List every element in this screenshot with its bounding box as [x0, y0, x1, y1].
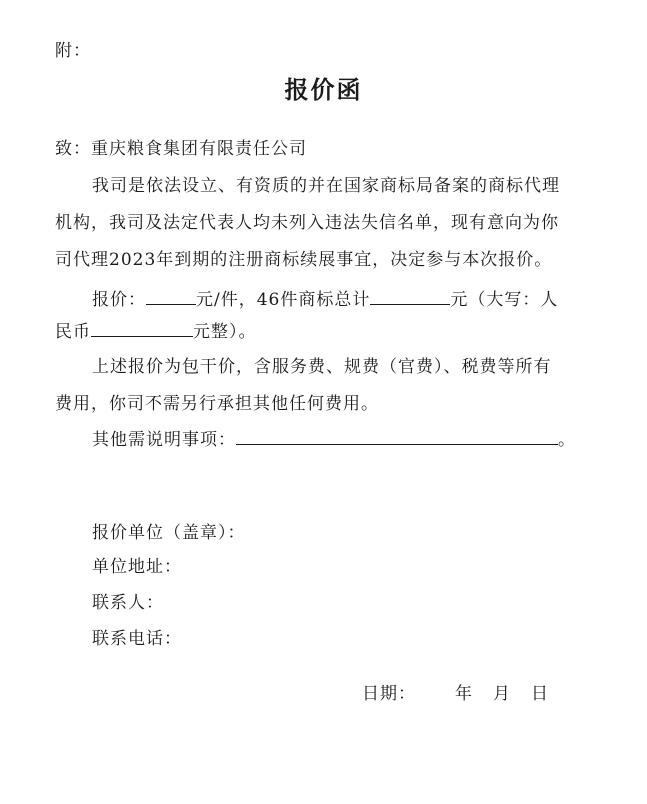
price-line2: [55, 320, 257, 343]
para1-line1: 我司是依法设立、有资质的并在国家商标局备案的商标代理: [92, 176, 560, 196]
document-title: 报价函: [284, 76, 363, 104]
other-label: 其他需说明事项：: [92, 430, 236, 450]
price-label: 报价：: [92, 290, 146, 310]
capital-amount-blank[interactable]: [91, 320, 193, 337]
para1-line3: 司代理2023年到期的注册商标续展事宜，决定参与本次报价。: [55, 250, 553, 270]
date-label: 日期：: [362, 684, 416, 704]
date-year: 年: [455, 684, 473, 704]
signature-phone: 联系电话：: [92, 629, 182, 649]
signature-contact: 联系人：: [92, 593, 164, 613]
total-price-blank[interactable]: [370, 288, 450, 305]
para2-line1: 上述报价为包干价，含服务费、规费（官费）、税费等所有: [92, 357, 552, 377]
other-notes-blank[interactable]: [236, 428, 558, 445]
signature-company: 报价单位（盖章）：: [92, 523, 246, 543]
price-total-unit: 元（大写：人: [450, 290, 559, 310]
signature-address: 单位地址：: [92, 557, 182, 577]
unit-price-blank[interactable]: [146, 288, 196, 305]
attachment-label: 附：: [55, 41, 91, 61]
para2-line2: 费用，你司不需另行承担其他任何费用。: [55, 394, 379, 414]
other-line: [92, 428, 576, 451]
para1-line2: 机构，我司及法定代表人均未列入违法失信名单，现有意向为你: [55, 213, 559, 233]
other-end: 。: [558, 430, 576, 450]
price-unit: 元/件，46件商标总计: [196, 290, 371, 310]
recipient-line: 致：重庆粮食集团有限责任公司: [55, 139, 307, 159]
date-month: 月: [493, 684, 511, 704]
price-line: [92, 288, 558, 311]
date-day: 日: [531, 684, 549, 704]
price-line2-prefix: 民币: [55, 322, 91, 342]
price-line2-suffix: 元整）。: [193, 322, 257, 342]
